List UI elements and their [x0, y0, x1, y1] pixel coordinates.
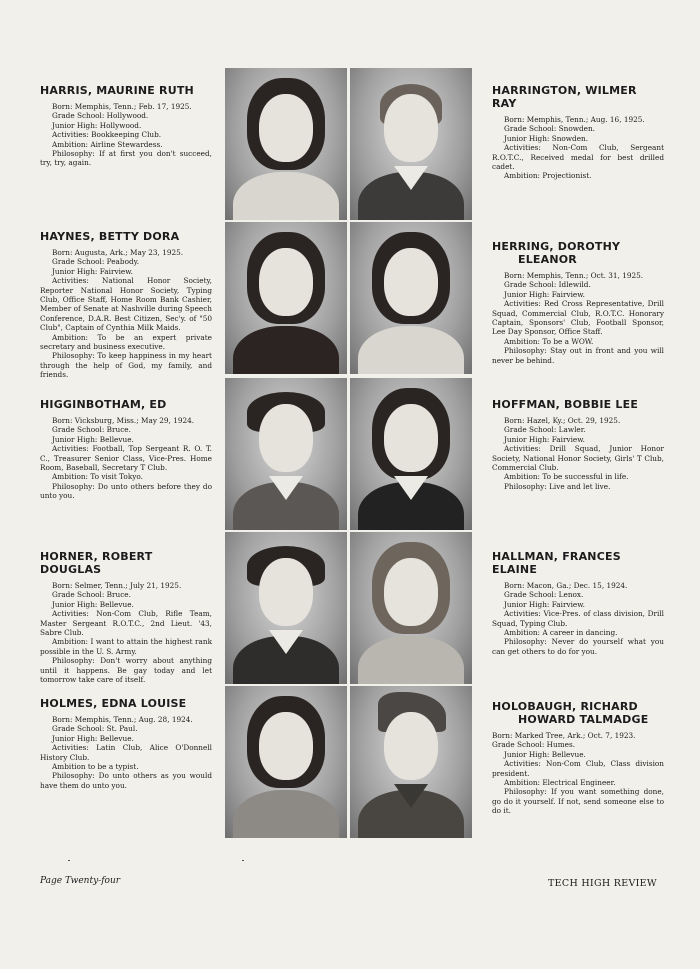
publication-title: TECH HIGH REVIEW — [548, 878, 657, 889]
philosophy: Philosophy: Do unto others before they do unto you. — [40, 481, 212, 501]
activities: Activities: Bookkeeping Club. — [52, 130, 162, 140]
ambition: Ambition: Electrical Engineer. — [504, 778, 616, 788]
philosophy: Philosophy: To keep happiness in my heart through the help of God, my family, and friends. — [40, 351, 212, 380]
philosophy: Philosophy: If at first you don't succeed, try, try, again. — [40, 149, 212, 168]
ambition: Ambition: Projectionist. — [504, 171, 592, 181]
portrait-photo-higginbotham — [225, 378, 347, 530]
grade-school: Grade School: Lawler. — [504, 425, 586, 435]
entry-haynes — [40, 230, 212, 380]
junior-high: Junior High: Fairview. — [504, 434, 585, 444]
activities: Activities: Non-Com Club, Sergeant R.O.T.C., Received medal for best drilled cadet. — [492, 143, 664, 172]
activities: Activities: Non-Com Club, Class division president. — [492, 759, 664, 778]
student-name: HARRINGTON, WILMER RAY — [492, 84, 637, 110]
entry-herring — [492, 240, 664, 365]
born: Born: Vicksburg, Miss.; May 29, 1924. — [52, 416, 195, 425]
activities: Activities: Drill Squad, Junior Honor Society, National Honor Society, Girls' T Club, Commercial Club. — [492, 444, 664, 473]
portrait-photo-horner — [225, 532, 347, 684]
portrait-photo-haynes — [225, 222, 347, 374]
junior-high: Junior High: Fairview. — [52, 266, 133, 276]
grade-school: Grade School: Peabody. — [52, 257, 140, 267]
ambition: Ambition to be a typist. — [52, 762, 139, 772]
activities: Activities: Football, Top Sergeant R. O. T. C., Treasurer Senior Class, Vice-Pres. Home Room, Baseball, Secretary T Club. — [40, 444, 212, 473]
philosophy: Philosophy: Stay out in front and you will never be behind. — [492, 346, 664, 365]
junior-high: Junior High: Fairview. — [504, 599, 585, 609]
portrait-photo-holobaugh — [350, 686, 472, 838]
born: Born: Memphis, Tenn.; Aug. 28, 1924. — [52, 715, 193, 724]
entry-hoffman — [492, 398, 664, 491]
junior-high: Junior High: Bellevue. — [52, 599, 134, 609]
philosophy: Philosophy: Don't worry about anything until it happens. Be gay today and let tomorrow take care of itself. — [40, 656, 212, 685]
junior-high: Junior High: Bellevue. — [504, 749, 586, 759]
ambition: Ambition: To be a WOW. — [504, 336, 594, 346]
grade-school: Grade School: Snowden. — [504, 124, 596, 134]
portrait-photo-herring — [350, 222, 472, 374]
print-mark — [68, 860, 70, 861]
junior-high: Junior High: Fairview. — [504, 289, 585, 299]
born: Born: Memphis, Tenn.; Oct. 31, 1925. — [504, 271, 644, 280]
entry-harrington — [492, 84, 664, 181]
born: Born: Memphis, Tenn.; Aug. 16, 1925. — [504, 115, 645, 124]
student-name — [492, 700, 664, 726]
entry-higginbotham — [40, 398, 212, 501]
name-line-2: ELEANOR — [518, 253, 577, 266]
portrait-photo-harrington — [350, 68, 472, 220]
student-name: HAYNES, BETTY DORA — [40, 230, 180, 243]
name-line-1: HERRING, DOROTHY — [492, 240, 621, 253]
junior-high: Junior High: Snowden. — [504, 133, 589, 143]
born: Born: Augusta, Ark.; May 23, 1925. — [52, 248, 184, 257]
grade-school: Grade School: Bruce. — [52, 425, 131, 435]
ambition: Ambition: To be successful in life. — [504, 472, 629, 482]
entry-holobaugh — [492, 700, 664, 816]
student-name: HARRIS, MAURINE RUTH — [40, 84, 194, 97]
portrait-photo-harris — [225, 68, 347, 220]
junior-high: Junior High: Bellevue. — [52, 434, 134, 444]
activities: Activities: Non-Com Club, Rifle Team, Master Sergeant R.O.T.C., 2nd Lieut. '43, Sabre Club. — [40, 609, 212, 638]
student-name — [492, 240, 664, 266]
student-name: HALLMAN, FRANCES ELAINE — [492, 550, 621, 576]
name-line-2: HOWARD TALMADGE — [518, 713, 649, 726]
name-line-1: HOLOBAUGH, RICHARD — [492, 700, 638, 713]
entry-hallman — [492, 550, 664, 656]
junior-high: Junior High: Hollywood. — [52, 120, 142, 130]
ambition: Ambition: To visit Tokyo. — [52, 472, 143, 482]
portrait-photo-hallman — [350, 532, 472, 684]
grade-school: Grade School: Lenox. — [504, 590, 584, 600]
student-name: HIGGINBOTHAM, ED — [40, 398, 167, 411]
print-mark — [242, 860, 244, 861]
born: Born: Selmer, Tenn.; July 21, 1925. — [52, 581, 182, 590]
ambition: Ambition: Airline Stewardess. — [52, 139, 163, 149]
grade-school: Grade School: Idlewild. — [504, 280, 591, 290]
philosophy: Philosophy: If you want something done, go do it yourself. If not, send someone else to do it. — [492, 787, 664, 816]
activities: Activities: Red Cross Representative, Drill Squad, Commercial Club, R.O.T.C. Honorary Captain, Sponsors' Club, Football Sponsor, Lee Day Sponsor, Office Staff. — [492, 299, 664, 337]
grade-school: Grade School: St. Paul. — [52, 724, 138, 734]
grade-school: Grade School: Humes. — [492, 740, 576, 750]
portrait-photo-holmes — [225, 686, 347, 838]
born: Born: Marked Tree, Ark.; Oct. 7, 1923. — [492, 731, 636, 740]
grade-school: Grade School: Hollywood. — [52, 111, 149, 121]
activities: Activities: National Honor Society, Reporter National Honor Society, Typing Club, Office Staff, Home Room Bank Cashier, Member of Senate at Nashville during Speech Conference, D.A.R. Best Citizen, Sec'y. of "50 Club", Captain of Cynthia Milk Maids. — [40, 276, 212, 333]
ambition: Ambition: To be an expert private secretary and business executive. — [40, 332, 212, 352]
ambition: Ambition: I want to attain the highest rank possible in the U. S. Army. — [40, 637, 212, 656]
ambition: Ambition: A career in dancing. — [504, 628, 618, 638]
page-number: Page Twenty-four — [40, 876, 121, 886]
student-name: HOFFMAN, BOBBIE LEE — [492, 398, 639, 411]
activities: Activities: Latin Club, Alice O'Donnell History Club. — [40, 743, 212, 762]
student-name: HOLMES, EDNA LOUISE — [40, 697, 187, 710]
philosophy: Philosophy: Never do yourself what you can get others to do for you. — [492, 637, 664, 656]
entry-holmes — [40, 697, 212, 790]
born: Born: Hazel, Ky.; Oct. 29, 1925. — [504, 416, 621, 425]
philosophy: Philosophy: Do unto others as you would have them do unto you. — [40, 771, 212, 790]
philosophy: Philosophy: Live and let live. — [504, 481, 611, 491]
junior-high: Junior High: Bellevue. — [52, 733, 134, 743]
entry-horner — [40, 550, 212, 684]
student-name: HORNER, ROBERT DOUGLAS — [40, 550, 153, 576]
entry-harris — [40, 84, 212, 168]
activities: Activities: Vice-Pres. of class division, Drill Squad, Typing Club. — [492, 609, 664, 628]
portrait-photo-hoffman — [350, 378, 472, 530]
born: Born: Macon, Ga.; Dec. 15, 1924. — [504, 581, 628, 590]
grade-school: Grade School: Bruce. — [52, 590, 131, 600]
born: Born: Memphis, Tenn.; Feb. 17, 1925. — [52, 102, 192, 111]
